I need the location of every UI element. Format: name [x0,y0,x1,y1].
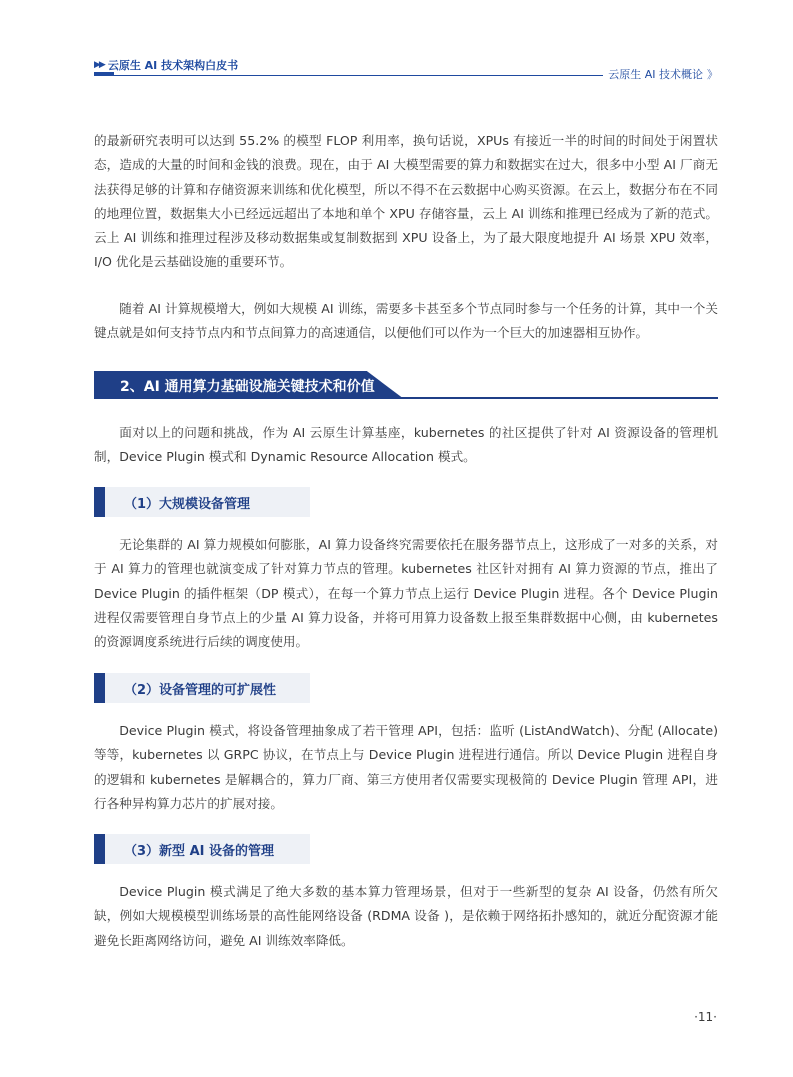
header-chapter-title [608,66,718,82]
subheading-3 [94,834,310,864]
subheading-2 [94,673,310,703]
subheading-1-label: （1）大规模设备管理 [124,497,251,512]
paragraph-1: 的最新研究表明可以达到 55.2% 的模型 FLOP 利用率，换句话说，XPUs 有接近一半的时间的时间处于闲置状态，造成的大量的时间和金钱的浪费。现在，由于 AI 大模型需要的算力和数据实在过大，很多中小型 AI 厂商无法获得足够的计算和存储资源来训练和优化模型，所以不得不在云数据中心购买资源。在云上，数据分布在不同的地理位置，数据集大小已经远远超出了本地和单个 XPU 存储容量，云上 AI 训练和推理已经成为了新的范式。云上 AI 训练和推理过程涉及移动数据集或复制数据到 XPU 设备上，为了最大限度地提升 AI 场景 XPU 效率，I/O 优化是云基础设施的重要环节。 [94,133,718,270]
subheading-2-label: （2）设备管理的可扩展性 [124,683,277,698]
subheading-marker [94,673,105,703]
section-heading [94,371,718,399]
subheading-marker [94,834,105,864]
double-chevron-right-icon: 》 [707,68,718,81]
section-heading-underline [94,397,718,399]
header-chapter-title-text: 云原生 AI 技术概论 [608,68,703,81]
header-book-title-text: 云原生 AI 技术架构白皮书 [107,59,239,72]
section-heading-title: 2、AI 通用算力基础设施关键技术和价值 [120,379,375,395]
subheading-1 [94,487,310,517]
subheading-3-label: （3）新型 AI 设备的管理 [124,844,274,859]
subheading-marker [94,487,105,517]
header-book-title [94,57,238,73]
double-arrow-icon: ▶▶ [94,60,104,70]
header-rule [94,75,603,76]
paragraph-5: Device Plugin 模式，将设备管理抽象成了若干管理 API，包括：监听 (ListAndWatch)、分配 (Allocate) 等等，kubernetes 以 GRPC 协议，在节点上与 Device Plugin 进程进行通信。所以 Device Plugin 进程自身的逻辑和 kubernetes 是解耦合的，算力厂商、第三方使用者仅需要实现极简的 Device Plugin 管理 API，进行各种异构算力芯片的扩展对接。 [94,723,718,811]
paragraph-3: 面对以上的问题和挑战，作为 AI 云原生计算基座，kubernetes 的社区提供了针对 AI 资源设备的管理机制，Device Plugin 模式和 Dynamic Resource Allocation 模式。 [94,425,718,465]
page-number: ·11· [694,1010,717,1024]
paragraph-4: 无论集群的 AI 算力规模如何膨胀，AI 算力设备终究需要依托在服务器节点上，这形成了一对多的关系，对于 AI 算力的管理也就演变成了针对算力节点的管理。kubernetes 社区针对拥有 AI 算力资源的节点，推出了 Device Plugin 的插件框架（DP 模式），在每一个算力节点上运行 Device Plugin 进程。各个 Device Plugin 进程仅需要管理自身节点上的少量 AI 算力设备，并将可用算力设备数上报至集群数据中心侧，由 kubernetes 的资源调度系统进行后续的调度使用。 [94,537,718,650]
paragraph-6: Device Plugin 模式满足了绝大多数的基本算力管理场景，但对于一些新型的复杂 AI 设备，仍然有所欠缺，例如大规模模型训练场景的高性能网络设备 (RDMA 设备 )，是依赖于网络拓扑感知的，就近分配资源才能避免长距离网络访问，避免 AI 训练效率降低。 [94,884,718,948]
paragraph-2: 随着 AI 计算规模增大，例如大规模 AI 训练，需要多卡甚至多个节点同时参与一个任务的计算，其中一个关键点就是如何支持节点内和节点间算力的高速通信，以便他们可以作为一个巨大的加速器相互协作。 [94,301,718,341]
